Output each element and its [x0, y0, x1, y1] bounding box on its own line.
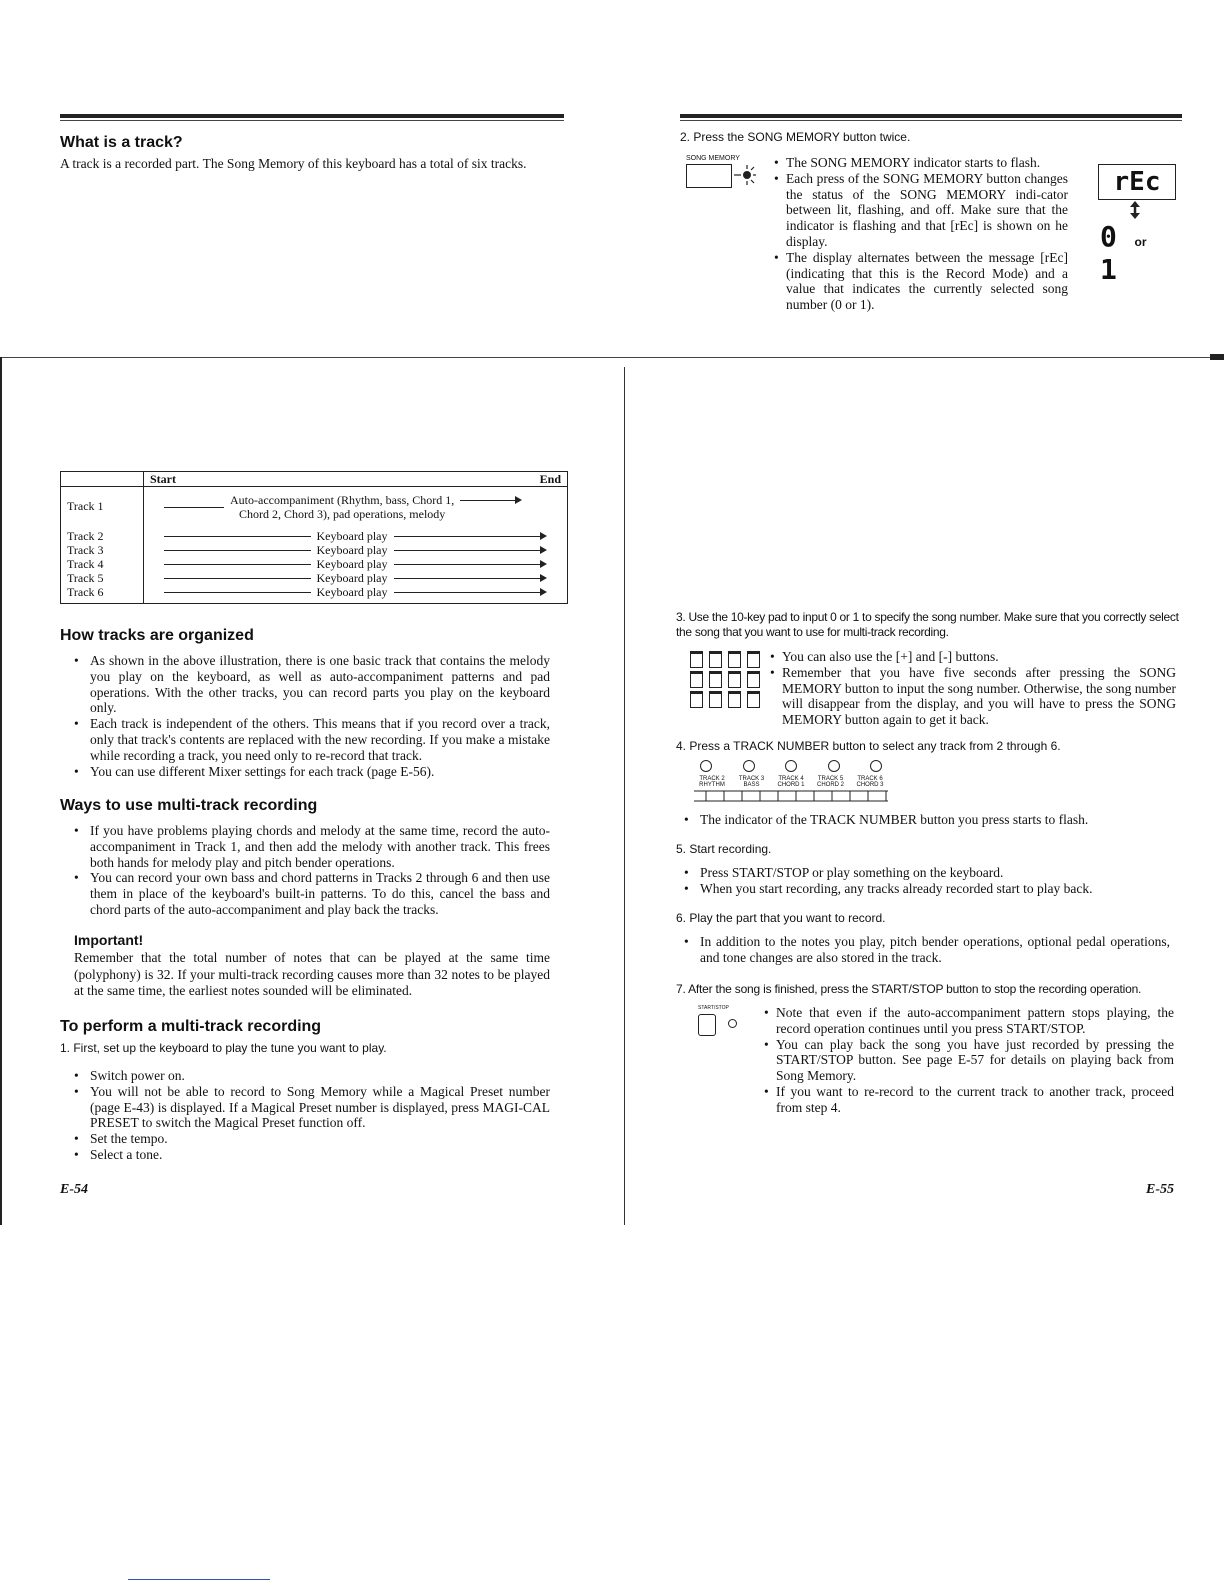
list-item: • Remember that you have five seconds after pressing the SONG MEMORY button to input the song number. Otherwise, the song number will disappear from the display, and you will have to press the SONG MEMORY button again to get it back. [768, 665, 1176, 728]
right-header-rule [680, 114, 1182, 118]
track-content: Keyboard play [316, 585, 388, 599]
track-content: Keyboard play [316, 543, 388, 557]
section-title-how-organized: How tracks are organized [60, 627, 254, 644]
track-name: Track 4 [61, 557, 144, 571]
track-button-sublabel: CHORD 2 [816, 782, 844, 788]
list-item: • You will not be able to record to Song Memory while a Magical Preset number (page E-43) is displayed. If a Magical Preset number is displayed, press MAGI-CAL PRESET to switch the Magical Preset function off. [60, 1084, 550, 1131]
track1-content-line2: Chord 2, Chord 3), pad operations, melody [238, 507, 446, 521]
track-name: Track 1 [61, 487, 144, 530]
list-item: • Switch power on. [60, 1068, 550, 1084]
track-button-sublabel: BASS [743, 782, 760, 788]
list-item: • As shown in the above illustration, there is one basic track that contains the melody you play on the keyboard, as well as auto-accompaniment patterns and pad operations. With the other tracks, you can record parts you play on the keyboard only. [60, 653, 550, 716]
step-1: 1. First, set up the keyboard to play the tune you want to play. [60, 1041, 387, 1055]
list-item: • You can use different Mixer settings for each track (page E-56). [60, 764, 550, 780]
important-text: Remember that the total number of notes that can be played at the same time (polyphony) is 32. If your multi-track recording causes more than 32 notes to be played at the same time, the earliest notes sounded will be eliminated. [74, 950, 550, 998]
left-header-rule [60, 114, 564, 118]
track-button-label: TRACK 4 [778, 776, 804, 782]
display-zero: 0 [1100, 220, 1117, 253]
step-2-title: 2. Press the SONG MEMORY button twice. [680, 130, 911, 144]
step-4-title: 4. Press a TRACK NUMBER button to select any track from 2 through 6. [676, 739, 1061, 753]
track-table [60, 471, 568, 604]
page-divider [624, 367, 625, 1225]
table-row [61, 529, 568, 543]
list-item: • The SONG MEMORY indicator starts to flash. [772, 155, 1068, 171]
list-item: • If you have problems playing chords and melody at the same time, record the auto- accompaniment in Track 1, and then add the melody with another track. This frees both hands for melody play and pitch bender operations. [60, 823, 550, 870]
song-memory-label: SONG MEMORY [686, 155, 740, 162]
section-title-perform: To perform a multi-track recording [60, 1018, 322, 1035]
list-item: • You can record your own bass and chord patterns in Tracks 2 through 6 and then use them in place of the keyboard's built-in patterns. To do this, cancel the bass and chord parts of the auto-accompaniment and play back the tracks. [60, 870, 550, 917]
bottom-link-line [128, 1579, 270, 1580]
display-or: or [1134, 234, 1147, 249]
track-button-label: TRACK 2 [699, 776, 725, 782]
flash-indicator-icon [734, 162, 756, 188]
table-start-label: Start [150, 472, 176, 486]
important-title: Important! [74, 932, 144, 948]
track1-content-line1: Auto-accompaniment (Rhythm, bass, Chord 1, [230, 493, 455, 507]
table-row [61, 557, 568, 571]
track-button-sublabel: CHORD 1 [777, 782, 805, 788]
page-number-left: E-54 [60, 1182, 88, 1197]
list-item: • In addition to the notes you play, pitch bender operations, optional pedal operations, and tone changes are also stored in the track. [670, 934, 1170, 966]
track-button-label: TRACK 3 [738, 776, 765, 782]
track-name: Track 2 [61, 529, 144, 543]
display-one: 1 [1100, 253, 1117, 286]
track-button-label: TRACK 5 [817, 776, 844, 782]
track-content: Keyboard play [316, 571, 388, 585]
section-title-what-is-track: What is a track? [60, 134, 183, 151]
step-6-title: 6. Play the part that you want to record. [676, 911, 886, 925]
display-song-number [1100, 220, 1180, 286]
list-item: • The indicator of the TRACK NUMBER button you press starts to flash. [670, 812, 1170, 828]
track-name: Track 5 [61, 571, 144, 585]
track-button-sublabel: RHYTHM [699, 782, 725, 788]
track-5-button[interactable] [828, 760, 840, 772]
list-item: • Each track is independent of the others. This means that if you record over a track, only that track's contents are replaced with the new recording. If you make a mistake while recording a track, you need only to re-record that track. [60, 716, 550, 763]
list-item: • Each press of the SONG MEMORY button changes the status of the SONG MEMORY indi-cator between lit, flashing, and off. Make sure that the indicator is flashing and that [rEc] is shown on he display. [772, 171, 1068, 250]
ten-key-pad-icon [690, 651, 770, 711]
track-3-button[interactable] [743, 760, 755, 772]
list-item: • The display alternates between the message [rEc] (indicating that this is the Record Mode) and a value that indicates the currently selected song number (0 or 1). [772, 250, 1068, 313]
track-content: Keyboard play [316, 529, 388, 543]
list-item: • When you start recording, any tracks already recorded start to play back. [670, 881, 1170, 897]
left-edge-line [0, 357, 2, 1225]
top-right-mark [1210, 354, 1224, 360]
list-item: • You can play back the song you have just recorded by pressing the START/STOP button. See page E-57 for details on playing back from Song Memory. [762, 1037, 1174, 1084]
track-content: Keyboard play [316, 557, 388, 571]
keyboard-strip-icon [694, 790, 888, 802]
list-item: • If you want to re-record to the current track to another track, proceed from step 4. [762, 1084, 1174, 1116]
top-scan-line [0, 357, 1224, 358]
section-title-ways-to-use: Ways to use multi-track recording [60, 797, 318, 814]
track-name: Track 6 [61, 585, 144, 604]
list-item: • Press START/STOP or play something on the keyboard. [670, 865, 1170, 881]
track-name: Track 3 [61, 543, 144, 557]
track-6-button[interactable] [870, 760, 882, 772]
step-5-title: 5. Start recording. [676, 842, 772, 856]
track-button-label: TRACK 6 [857, 776, 883, 782]
start-stop-label: START/STOP [698, 1005, 729, 1011]
track-4-button[interactable] [785, 760, 797, 772]
list-item: • You can also use the [+] and [-] buttons. [768, 649, 1176, 665]
alternate-arrow-icon [1128, 201, 1142, 219]
start-stop-diagram [698, 1005, 748, 1041]
track-number-buttons [694, 760, 888, 802]
start-stop-indicator-icon [728, 1019, 737, 1028]
section-text-what-is-track: A track is a recorded part. The Song Memory of this keyboard has a total of six tracks. [60, 156, 527, 171]
table-row [61, 571, 568, 585]
display-rec: rEc [1098, 164, 1176, 200]
song-memory-diagram [686, 156, 766, 193]
song-memory-button-icon [686, 164, 732, 188]
track-2-button[interactable] [700, 760, 712, 772]
table-row [61, 543, 568, 557]
step-3-title: 3. Use the 10-key pad to input 0 or 1 to specify the song number. Make sure that you correctly select the song that you want to use for multi-track recording. [676, 610, 1179, 639]
list-item: • Select a tone. [60, 1147, 550, 1163]
table-row [61, 585, 568, 604]
table-row [61, 487, 568, 530]
list-item: • Set the tempo. [60, 1131, 550, 1147]
step-7-title: 7. After the song is finished, press the START/STOP button to stop the recording operation. [676, 982, 1142, 996]
page-number-right: E-55 [1146, 1182, 1174, 1197]
table-end-label: End [539, 472, 561, 486]
track-button-sublabel: CHORD 3 [856, 782, 884, 788]
start-stop-button-icon [698, 1014, 716, 1036]
list-item: • Note that even if the auto-accompaniment pattern stops playing, the record operation continues until you press START/STOP. [762, 1005, 1174, 1037]
